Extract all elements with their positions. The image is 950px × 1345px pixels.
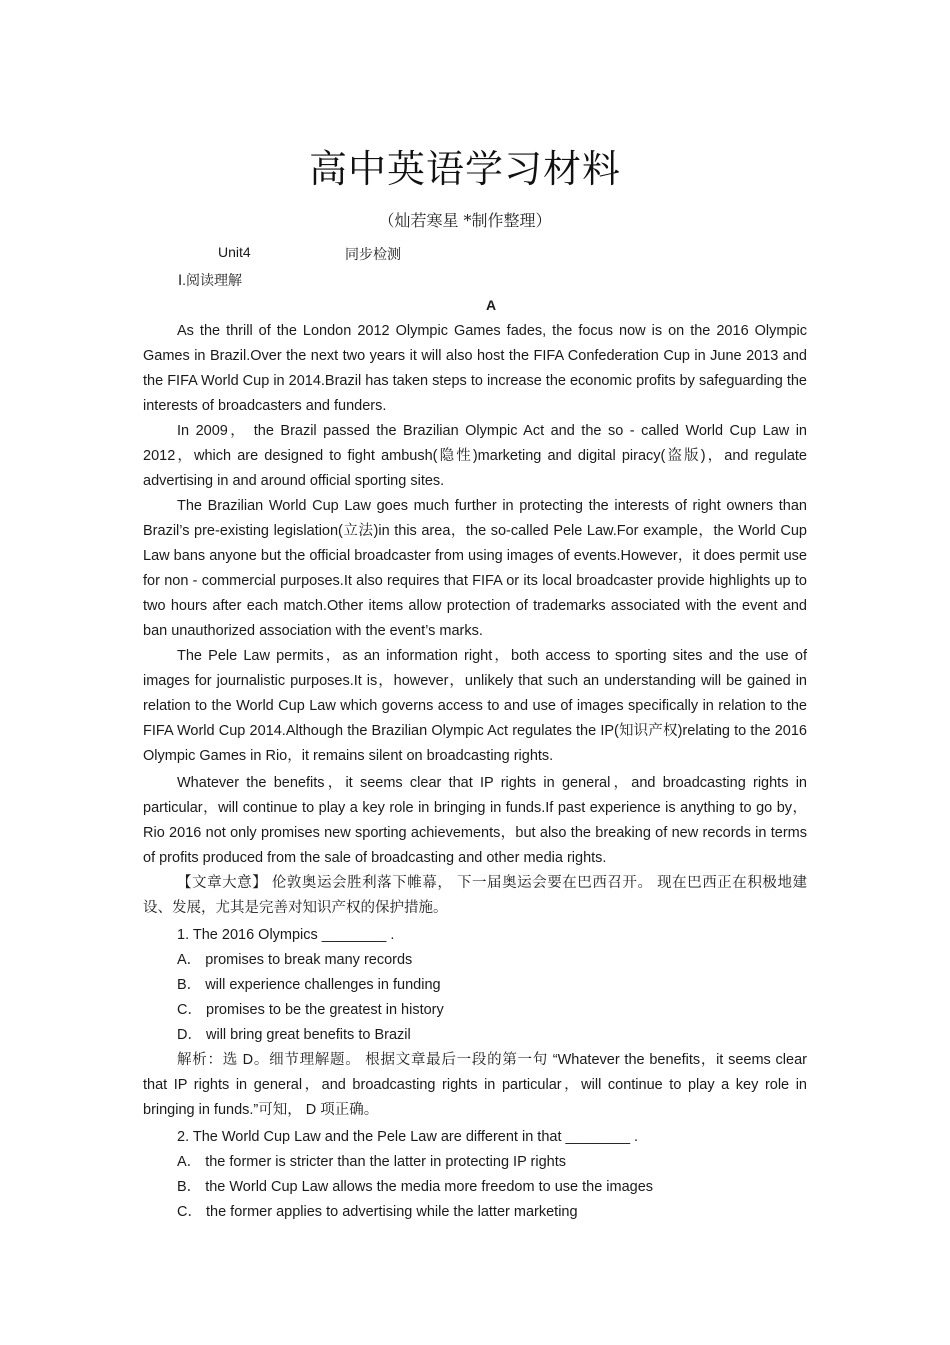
unit-test-label: 同步检测 [345, 247, 401, 263]
question-2-option-a: A． the former is stricter than the latter in protecting IP rights [177, 1154, 566, 1170]
question-2-option-b: B． the World Cup Law allows the media more freedom to use the images [177, 1179, 654, 1195]
page-subtitle: （灿若寒星 *制作整理） [378, 211, 552, 230]
passage-paragraph-3: The Brazilian World Cup Law goes much further in protecting the interests of right owners than Brazil’s pre-existing legislation(立法)in this area，the so-called Pele Law.For example，the World Cup Law bans anyone but the official broadcaster from using images of events.However，it does permit use for non - commercial purposes.It also requires that FIFA or its local broadcaster provide highlights up to two hours after each match.Other items allow protection of trademarks associated with the event and ban unauthorized association with the event’s marks. [143, 498, 807, 639]
question-2-option-c: C． the former applies to advertising while the latter marketing [177, 1204, 578, 1220]
question-1-analysis: 解析：选 D。细节理解题。 根据文章最后一段的第一句 “Whatever the benefits，it seems clear that IP rights in general，and broadcasting rights in particular，will continue to play a key role in bringing in funds.”可知， D 项正确。 [143, 1052, 807, 1118]
question-1-option-a: A． promises to break many records [177, 952, 413, 968]
unit-label: Unit4 [218, 244, 251, 260]
passage-paragraph-2: In 2009， the Brazil passed the Brazilian Olympic Act and the so - called World Cup Law in 2012，which are designed to fight ambush(隐性)marketing and digital piracy(盗版)，and regulate advertising in and around official sporting sites. [143, 423, 807, 489]
passage-paragraph-5: Whatever the benefits，it seems clear that IP rights in general，and broadcasting rights in particular，will continue to play a key role in bringing in funds.If past experience is anything to go by，Rio 2016 not only promises new sporting achievements，but also the breaking of new records in terms of profits produced from the sale of broadcasting and other media rights. [143, 775, 807, 866]
question-1-stem: 1. The 2016 Olympics ________ . [177, 927, 395, 943]
passage-paragraph-1: As the thrill of the London 2012 Olympic Games fades, the focus now is on the 2016 Olympic Games in Brazil.Over the next two years it will also host the FIFA Confederation Cup in June 2013 and the FIFA World Cup in 2014.Brazil has taken steps to increase the economic profits by safeguarding the interests of broadcasters and funders. [143, 323, 807, 414]
section-heading: Ⅰ.阅读理解 [178, 272, 243, 288]
page-title: 高中英语学习材料 [308, 147, 621, 191]
document-body [143, 319, 807, 1225]
passage-letter: A [485, 297, 497, 313]
passage-paragraph-4: The Pele Law permits，as an information right，both access to sporting sites and the use of images for journalistic purposes.It is，however，unlikely that such an understanding will be gained in relation to the World Cup Law which governs access to and use of images specifically in relation to the FIFA World Cup 2014.Although the Brazilian Olympic Act regulates the IP(知识产权)relating to the 2016 Olympic Games in Rio，it remains silent on broadcasting rights. [143, 648, 807, 764]
question-2-stem: 2. The World Cup Law and the Pele Law are different in that ________ . [177, 1129, 639, 1145]
question-1-option-c: C． promises to be the greatest in history [177, 1002, 444, 1018]
question-1-option-b: B． will experience challenges in funding [177, 977, 441, 993]
article-summary: 【文章大意】 伦敦奥运会胜利落下帷幕， 下一届奥运会要在巴西召开。 现在巴西正在积极地建设、发展，尤其是完善对知识产权的保护措施。 [143, 875, 807, 916]
question-1-option-d: D． will bring great benefits to Brazil [177, 1027, 411, 1043]
